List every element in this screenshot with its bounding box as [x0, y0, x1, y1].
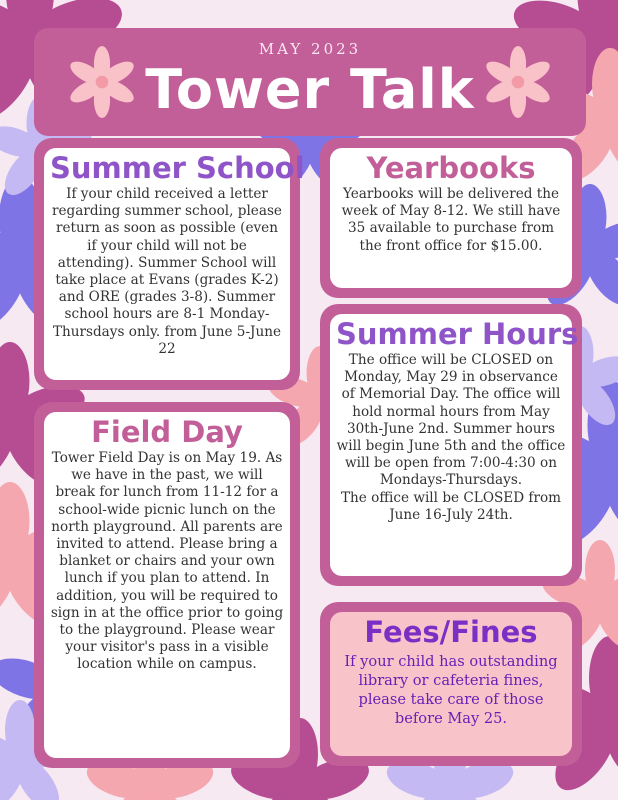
yearbooks-text: Yearbooks will be delivered the week of May 8-12. We still have 35 available to purchase from the front office for $15.00.: [341, 186, 561, 254]
summer-hours-panel: [330, 314, 579, 576]
yearbooks-heading: Yearbooks: [366, 151, 536, 185]
field-day-card: [34, 402, 300, 768]
fees-fines-text: If your child has outstanding library or cafeteria fines, please take care of those before May 25.: [344, 653, 558, 727]
yearbooks-card: [320, 138, 582, 298]
summer-school-heading: Summer School: [50, 151, 305, 185]
fees-fines-panel: [330, 612, 572, 756]
summer-school-panel: [44, 148, 305, 380]
summer-hours-heading: Summer Hours: [336, 317, 579, 351]
field-day-heading: Field Day: [91, 415, 243, 449]
summer-hours-closure-text: The office will be CLOSED from June 16-July 24th.: [340, 489, 562, 523]
issue-date: MAY 2023: [258, 40, 362, 58]
fees-fines-card: [320, 602, 582, 766]
summer-school-text: If your child received a letter regarding summer school, please return as soon as possible (even if your child will not be attending). Summer School will take place at Evans (grades K-2) and ORE (grades 3-8). Summer school hours are 8-1 Monday-Thursdays only. from June 5-June 22: [52, 186, 282, 357]
summer-hours-text: The office will be CLOSED on Monday, May 29 in observance of Memorial Day. The office will hold normal hours from May 30th-June 2nd. Summer hours will begin June 5th and the office will be open from 7:00-4:30 on Mondays-Thursdays.: [336, 352, 566, 489]
flower-icon: [482, 46, 554, 118]
field-day-text: Tower Field Day is on May 19. As we have in the past, we will break for lunch from 11-12 for a school-wide picnic lunch on the north playground. All parents are invited to attend. Please bring a blanket or chairs and your own lunch if you plan to attend. In addition, you will be required to sign in at the office prior to going to the playground. Please wear your visitor's pass in a visible location while on campus.: [50, 450, 284, 673]
fees-fines-heading: Fees/Fines: [364, 615, 538, 649]
field-day-panel: [44, 412, 290, 758]
summer-hours-card: [320, 304, 582, 586]
summer-school-card: [34, 138, 305, 390]
yearbooks-panel: [330, 148, 572, 288]
header-banner: [34, 28, 586, 136]
newsletter-title: Tower Talk: [145, 58, 475, 121]
